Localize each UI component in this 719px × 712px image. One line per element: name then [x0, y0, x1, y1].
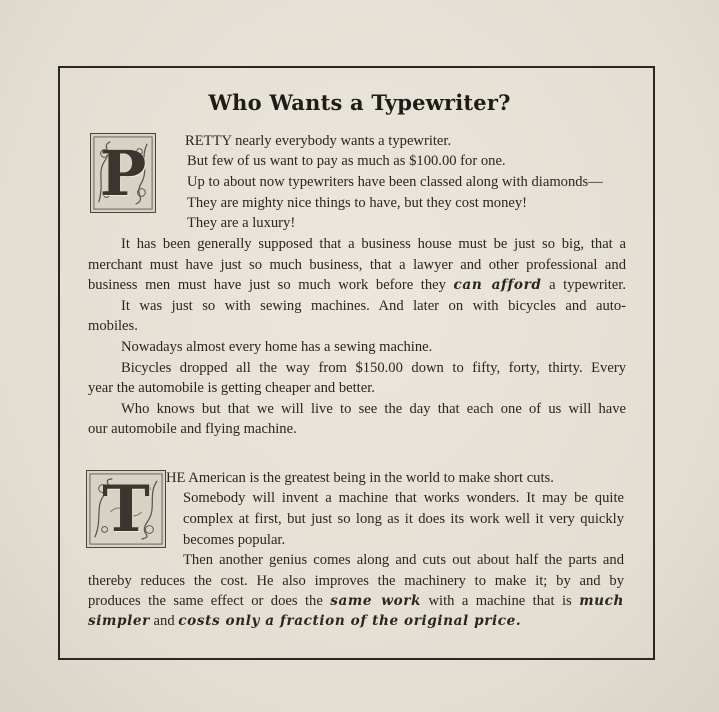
- text-line: thereby reduces the cost. He also improves the machinery to make it; by and by: [88, 573, 624, 589]
- emphasis-text: costs only a fraction of the original price.: [178, 613, 522, 629]
- text-line: Somebody will invent a machine that works wonders. It may be quite: [183, 490, 624, 506]
- text-line: our automobile and flying machine.: [88, 421, 297, 437]
- text-line: merchant must have just so much business, that a lawyer and other professional and: [88, 257, 626, 273]
- text-line: RETTY nearly everybody wants a typewriter.: [185, 133, 452, 149]
- text-line: They are a luxury!: [187, 215, 296, 231]
- text-line: Up to about now typewriters have been classed along with diamonds—: [187, 174, 603, 190]
- emphasis-text: can afford: [453, 277, 542, 293]
- text-segment: and: [153, 613, 175, 629]
- text-line: HE American is the greatest being in the world to make short cuts.: [166, 470, 554, 486]
- ornamental-dropcap-p: [90, 133, 156, 213]
- text-line: [88, 275, 626, 295]
- text-line: Then another genius comes along and cuts out about half the parts and: [183, 552, 624, 568]
- dropcap-letter: P: [99, 136, 147, 210]
- text-segment: produces the same effect or does the: [88, 593, 323, 609]
- text-line: complex at first, but just so long as it does its work well it very quickly: [183, 511, 624, 527]
- text-line: Nowadays almost every home has a sewing machine.: [121, 339, 433, 355]
- text-line: year the automobile is getting cheaper and better.: [88, 380, 375, 396]
- ornamental-dropcap-t: [86, 470, 166, 548]
- text-line: It was just so with sewing machines. And later on with bicycles and auto-: [121, 298, 626, 314]
- text-line: It has been generally supposed that a business house must be just so big, that a: [121, 236, 626, 252]
- text-line: They are mighty nice things to have, but they cost money!: [187, 195, 528, 211]
- dropcap-letter: T: [102, 471, 150, 547]
- text-segment: business men must have just so much work before they: [88, 277, 446, 293]
- text-line: But few of us want to pay as much as $100.00 for one.: [187, 153, 506, 169]
- text-line: Who knows but that we will live to see the day that each one of us will have: [121, 401, 626, 417]
- text-line: becomes popular.: [183, 532, 286, 548]
- text-segment: a typewriter.: [549, 277, 626, 293]
- emphasis-text: same work: [330, 593, 422, 609]
- text-line: mobiles.: [88, 318, 138, 334]
- emphasis-text: simpler: [88, 613, 150, 629]
- text-segment: with a machine that is: [428, 593, 572, 609]
- page-title: Who Wants a Typewriter?: [208, 90, 511, 115]
- text-line: [88, 591, 624, 611]
- text-line: [88, 611, 521, 631]
- text-line: Bicycles dropped all the way from $150.00 down to fifty, forty, thirty. Every: [121, 360, 626, 376]
- emphasis-text: much: [579, 593, 625, 609]
